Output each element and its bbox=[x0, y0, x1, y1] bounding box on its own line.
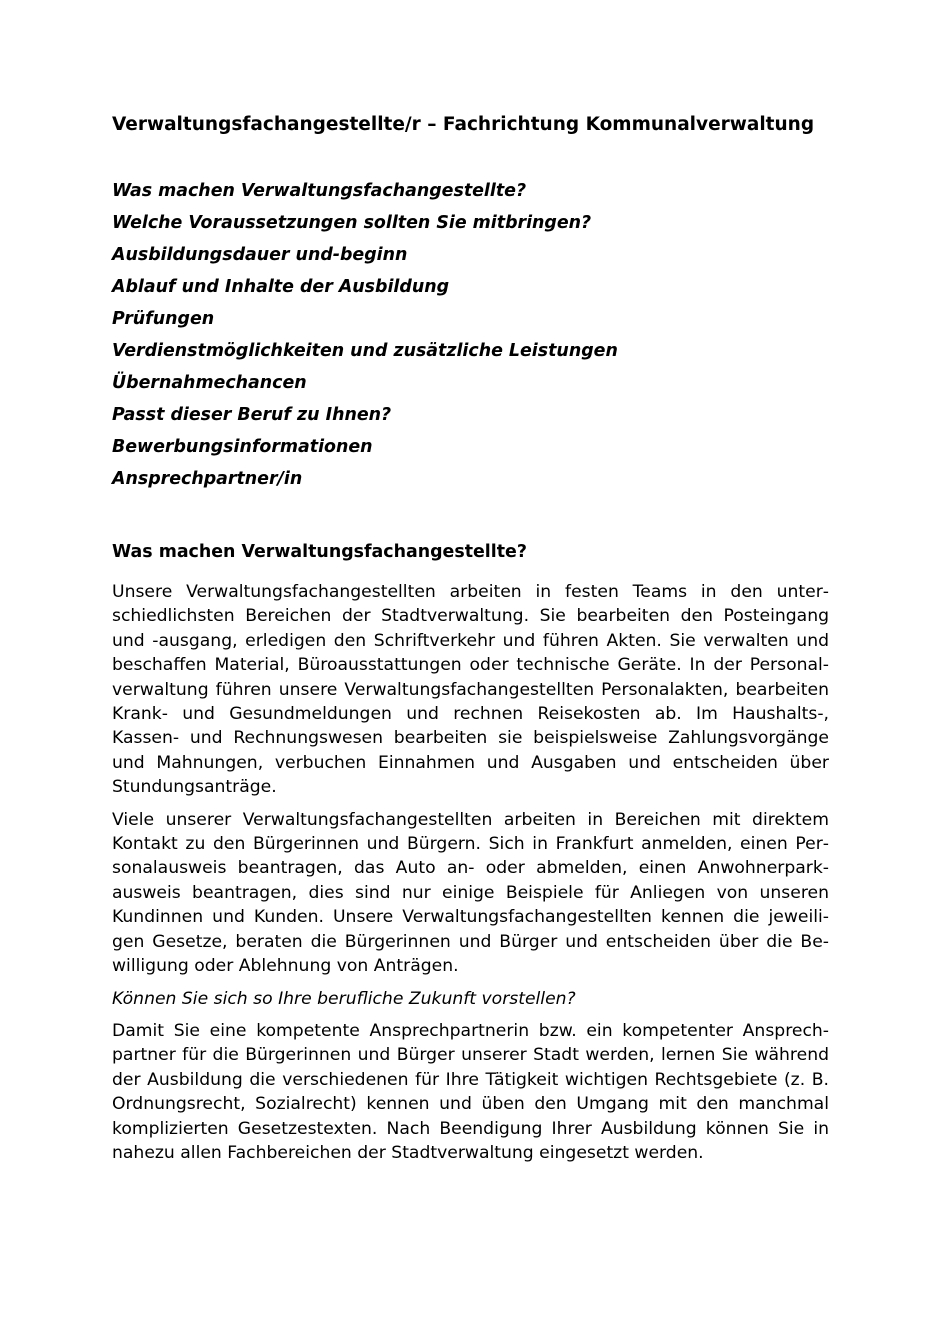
body-paragraph-2: Viele unserer Verwaltungsfachangestellten arbeiten in Bereichen mit direktem Kontakt zu den Bürgerinnen und Bürgern. Sich in Frankfurt anmelden, einen Personalausweis beantragen, das Auto an- oder abmelden, einen Anwohnerparkausweis beantragen, dies sind nur einige Beispiele für Anliegen von unseren Kundinnen und Kunden. Unsere Verwaltungsfachangestellten kennen die jeweiligen Gesetze, beraten die Bürgerinnen und Bürger und entscheiden über die Bewilligung oder Ablehnung von Anträgen. bbox=[112, 809, 829, 977]
section-heading: Was machen Verwaltungsfachangestellte? bbox=[112, 542, 527, 562]
toc-item-uebernahmechancen: Übernahmechancen bbox=[112, 373, 307, 393]
toc-item-ausbildungsdauer: Ausbildungsdauer und-beginn bbox=[112, 245, 408, 265]
body-paragraph-1: Unsere Verwaltungsfachangestellten arbeiten in festen Teams in den unterschiedlichsten Bereichen der Stadtverwaltung. Sie bearbeiten den Posteingang und -ausgang, erledigen den Schriftverkehr und führen Akten. Sie verwalten und beschaffen Material, Büroausstattungen oder technische Geräte. In der Personalverwaltung führen unsere Verwaltungsfachangestellten Personalakten, bearbeiten Krank- und Gesundmeldungen und rechnen Reisekosten ab. Im Haushalts-, Kassen- und Rechnungswesen bearbeiten sie beispielsweise Zahlungsvorgänge und Mahnungen, verbuchen Einnahmen und Ausgaben und entscheiden über Stundungsanträge. bbox=[112, 582, 829, 798]
toc-item-ablauf-inhalte: Ablauf und Inhalte der Ausbildung bbox=[112, 277, 450, 297]
document-title: Verwaltungsfachangestellte/r – Fachrichtung Kommunalverwaltung bbox=[112, 114, 815, 135]
toc-item-passt-beruf: Passt dieser Beruf zu Ihnen? bbox=[112, 405, 392, 425]
toc-item-pruefungen: Prüfungen bbox=[112, 309, 215, 329]
toc-item-was-machen: Was machen Verwaltungsfachangestellte? bbox=[112, 181, 527, 201]
toc-item-bewerbungsinformationen: Bewerbungsinformationen bbox=[112, 437, 373, 457]
toc-item-ansprechpartner: Ansprechpartner/in bbox=[112, 469, 303, 489]
toc-item-voraussetzungen: Welche Voraussetzungen sollten Sie mitbringen? bbox=[112, 213, 592, 233]
table-of-contents bbox=[112, 180, 829, 500]
italic-question: Können Sie sich so Ihre berufliche Zukunft vorstellen? bbox=[112, 988, 576, 1009]
section-body bbox=[112, 580, 829, 1173]
body-paragraph-3: Damit Sie eine kompetente Ansprechpartnerin bzw. ein kompetenter Ansprechpartner für die Bürgerinnen und Bürger unserer Stadt werden, lernen Sie während der Ausbildung die verschiedenen für Ihre Tätigkeit wichtigen Rechtsgebiete (z. B. Ordnungsrecht, Sozialrecht) kennen und üben den Umgang mit den manchmal komplizierten Gesetzestexten. Nach Beendigung Ihrer Ausbildung können Sie in nahezu allen Fachbereichen der Stadtverwaltung eingesetzt werden. bbox=[112, 1020, 829, 1163]
toc-item-verdienst: Verdienstmöglichkeiten und zusätzliche Leistungen bbox=[112, 341, 618, 361]
